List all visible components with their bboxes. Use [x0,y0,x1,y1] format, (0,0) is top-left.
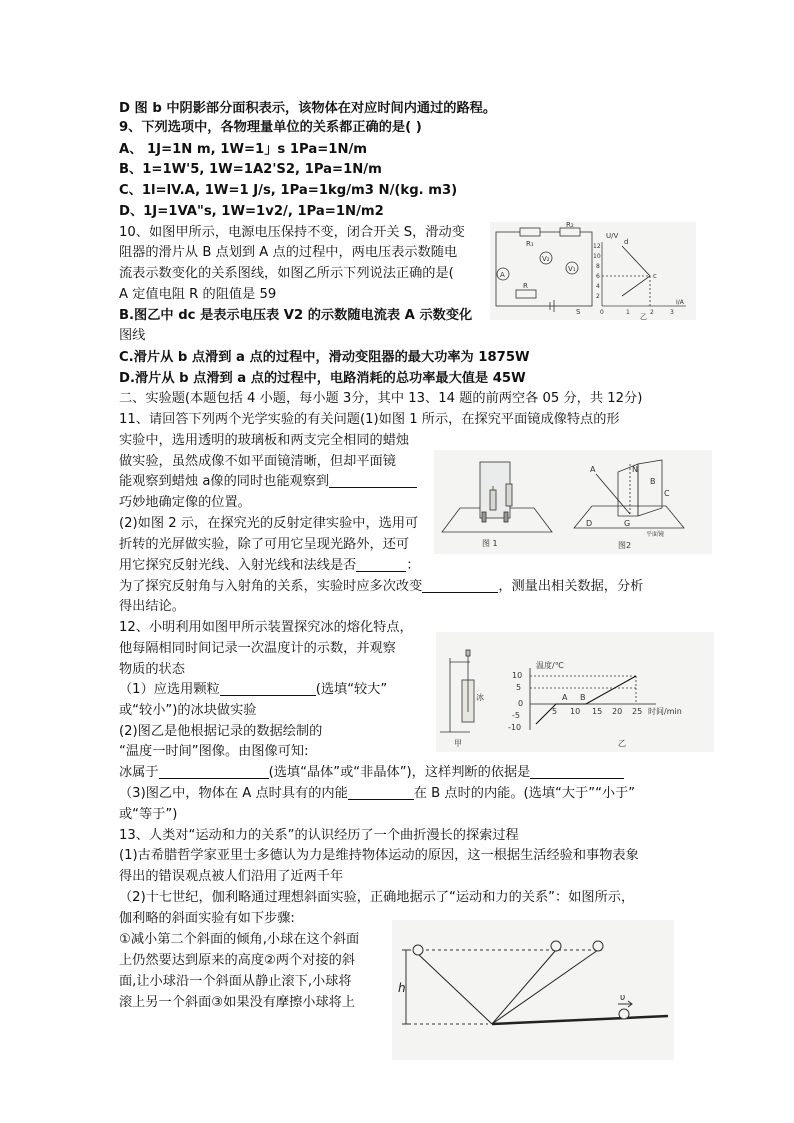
label-h: h [398,981,406,995]
graph-xlabel: I/A [676,299,684,306]
option-b: B、1=1W'5, 1W=1A2'S2, 1Pa=1N/m [119,162,382,177]
ytick: 0 [518,699,524,708]
point-d: d [624,238,629,246]
xtick: 15 [592,707,603,716]
text-line: 为了探究反射角与入射角的关系，实验时应多次改变 ，测量出相关数据，分析 [119,579,644,594]
xtick: 10 [570,707,581,716]
text-line: 得出的错误观点被人们沿用了近两千年 [119,869,344,884]
inclined-plane-figure [392,920,674,1060]
text-line: 图线 [119,328,146,343]
label-velocity: υ [620,993,626,1003]
circuit-figure [490,222,696,320]
ammeter: A [500,271,505,279]
text-line: 巧妙地确定像的位置。 [119,495,251,510]
label-r2: R₂ [566,222,574,229]
caption-right: 乙 [618,739,626,748]
voltmeter-v2: V₂ [542,255,550,263]
text-line: （2)十七世纪，伽利略通过理想斜面实验，正确地据示了“运动和力的关系”：如图所示， [119,890,635,905]
graph-caption: 乙 [640,313,647,320]
question-10: 10、如图甲所示，电源电压保持不变，闭合开关 S，滑动变 [119,225,465,240]
ytick: 4 [596,283,600,290]
answer-blank[interactable] [530,764,624,779]
ytick: 2 [596,293,600,300]
graph-ylabel: 温度/℃ [536,661,564,670]
text-line: 用它探究反射光线、入射光线和法线是否 ： [119,558,420,573]
answer-blank[interactable] [422,578,498,593]
letter-c: C [664,489,670,498]
text-line: 上仍然要达到原来的高度②两个对接的斜 [119,953,356,968]
letter-b: B [650,477,656,486]
text-line: （1）应选用颗粒 (选填“较大” [119,682,388,697]
text-line: “温度一时间”图像。由图像可知: [119,744,309,759]
label-r: R [523,282,528,290]
letter-a: A [590,465,596,474]
xtick: 1 [626,309,630,316]
text-line: 面,让小球沿一个斜面从静止滚下,小球将 [119,974,352,989]
text-line: 能观察到蜡烛 a像的同时也能观察到 [119,472,417,492]
xtick: 2 [650,309,654,316]
xtick: 5 [552,707,558,716]
point-c: c [653,272,657,280]
ytick: 10 [512,671,523,680]
xtick: 25 [632,707,643,716]
question-12: 12、小明利用如图甲所示装置探究冰的熔化特点， [119,620,413,635]
voltmeter-v1: V₁ [568,265,576,273]
text-line: 阻器的滑片从 B 点划到 A 点的过程中，两电压表示数随电 [119,245,458,260]
question-13: 13、人类对“运动和力的关系”的认识经历了一个曲折漫长的探索过程 [119,828,519,843]
option-c: C.滑片从 b 点滑到 a 点的过程中，滑动变阻器的最大功率为 1875W [119,350,530,365]
option-a: A、 1J=1N m, 1W=1」s 1Pa=1N/m [119,142,368,157]
text-line: (1)古希腊哲学家亚里士多德认为力是维持物体运动的原因，这一根据生活经验和事物表象 [119,848,639,863]
answer-blank[interactable] [220,681,316,696]
answer-blank[interactable] [159,764,269,779]
text-line: 流表示数变化的关系图线，如图乙所示下列说法正确的是( [119,266,454,281]
question-11: 11、请回答下列两个光学实验的有关问题(1)如图 1 所示，在探究平面镜成像特点的形 [119,412,620,427]
caption-fig1: 图 1 [482,539,498,548]
ytick: 5 [516,683,522,692]
xtick: 0 [600,309,604,316]
letter-g: G [624,519,631,528]
graph-xlabel: 时间/min [648,707,682,716]
answer-blank[interactable] [329,473,417,488]
option-d: D、1J=1VA"s, 1W=1v2/, 1Pa=1N/m2 [119,204,384,219]
ytick: 12 [593,243,601,250]
option-b: B.图乙中 dc 是表示电压表 V2 的示数随电流表 A 示数变化 [119,308,473,323]
section-title: 二、实验题(本题包括 4 小题，每小题 3分，其中 13、14 题的前两空各 05 分，共 12分) [119,391,643,406]
text-line: (2)图乙是他根据记录的数据绘制的 [119,724,323,739]
question-9: 9、下列选项中，各物理量单位的关系都正确的是( ) [119,120,422,135]
text-line: 得出结论。 [119,599,185,614]
text-line: 折转的光屏做实验，除了可用它呈现光路外，还可 [119,537,410,552]
text-line: (2)如图 2 示，在探究光的反射定律实验中，选用可 [119,516,419,531]
text-line: 他每隔相同时间记录一次温度计的示数，并观察 [119,641,396,656]
option-c: C、1l=lV.A, 1W=1 J/s, 1Pa=1kg/m3 N/(kg. m3) [119,183,458,198]
caption-left: 甲 [454,739,462,748]
answer-blank[interactable] [356,557,406,572]
graph-ylabel: U/V [606,232,619,240]
text-line: 伽利略的斜面实验有如下步骤: [119,911,295,926]
text-line: 做实验，虽然成像不如平面镜清晰，但却平面镜 [119,454,396,469]
optics-figure [434,450,712,554]
text-line: 实验中，选用透明的玻璃板和两支完全相同的蜡烛 [119,433,410,448]
label-r1: R₁ [526,240,534,248]
label-plane-mirror: 平面镜 [646,531,665,538]
text-line: 滚上另一个斜面③如果没有摩擦小球将上 [119,995,356,1010]
point-a: A [562,693,568,702]
label-ice: 冰 [476,693,484,702]
text-line: 物质的状态 [119,662,185,677]
text-line: D 图 b 中阴影部分面积表示，该物体在对应时间内通过的路程。 [119,101,497,116]
letter-n: N [632,465,638,474]
ice-melting-figure [436,632,714,752]
ytick: 8 [596,263,600,270]
ytick: 10 [593,253,601,260]
text-line: 或“较小”)的冰块做实验 [119,703,257,718]
letter-d: D [586,519,593,528]
point-b: B [580,693,586,702]
label-s: S [576,308,581,316]
xtick: 3 [670,309,674,316]
option-a: A 定值电阻 R 的阻值是 59 [119,287,277,302]
text-line: （3)图乙中，物体在 A 点时具有的内能 在 B 点时的内能。(选填“大于”“小于” [119,786,636,801]
ytick: 6 [596,273,600,280]
caption-fig2: 图2 [618,541,632,550]
xtick: 20 [612,707,623,716]
text-line: 冰属于 (选填“晶体”或“非晶体”)，这样判断的依据是 [119,763,624,783]
text-line: ①减小第二个斜面的倾角,小球在这个斜面 [119,932,360,947]
answer-blank[interactable] [348,785,414,800]
ytick: -10 [508,723,522,732]
option-d: D.滑片从 b 点滑到 a 点的过程中，电路消耗的总功率最大值是 45W [119,371,526,386]
text-line: 或“等于”) [119,807,178,822]
ytick: -5 [512,711,520,720]
